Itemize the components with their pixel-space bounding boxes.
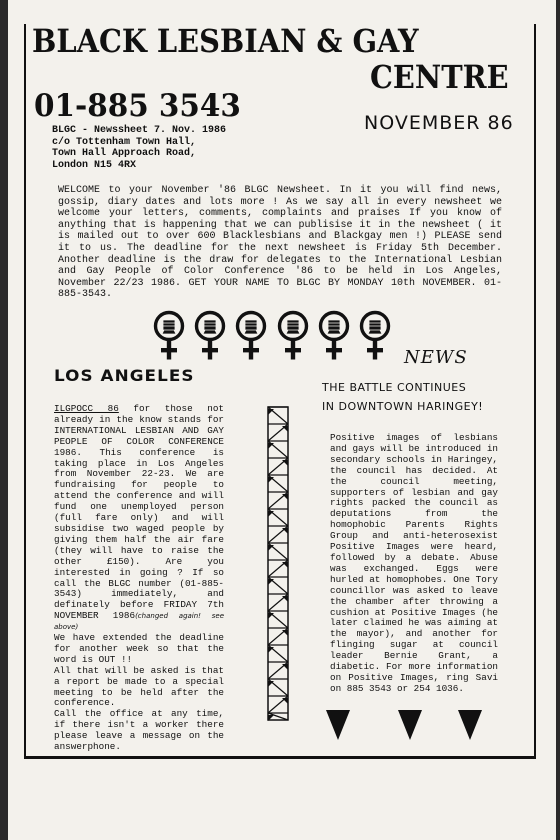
address-line: c/o Tottenham Town Hall, (52, 136, 197, 148)
fist-venus-icon (234, 310, 268, 362)
triangle-icon (326, 710, 350, 740)
article-paragraph (54, 404, 224, 633)
welcome-text: WELCOME to your November '86 BLGC Newsheet. In it you will find news, gossip, diary dates and lots more ! As we say all in every newsheet we welcome your letters, comments, complaints and praises If you know of anything that is happening that we can publisise it in the newsheet ( it is mailed out to over 600 Blacklesbians and Blackgay men !) PLEASE send it to us. The deadline for the next newsheet is Friday 5th December. Another deadline is the draw for delegates to the International Lesbian and Gay People of Color Conference '86 to be held in Los Angeles, November 22/23 1986. GET YOUR NAME TO BLGC BY MONDAY 10th NOVEMBER. 01-885-3543. (58, 185, 502, 301)
news-headline-line: IN DOWNTOWN HARINGEY! (322, 400, 484, 413)
triangle-icon (398, 710, 422, 740)
fist-venus-icon (193, 310, 227, 362)
los-angeles-heading: LOS ANGELES (54, 366, 195, 385)
article-paragraph: All that will be asked is that a report be made to a special meeting to be held after the conference. (54, 664, 224, 709)
fist-venus-icon (317, 310, 351, 362)
triangle-icon (458, 710, 482, 740)
masthead-title: BLACK LESBIAN & GAY (32, 22, 419, 60)
symbol-row (152, 310, 392, 362)
news-article: Positive images of lesbians and gays will be introduced in secondary schools in Haringey, the council has decided. At the council meeting, supporters of lesbian and gay rights packed the council as deputations from the homophobic Parents Rights Group and anti-heterosexist Positive Images were heard, followed by a debate. Abuse was exchanged. Eggs were hurled at homophobes. One Tory councillor was asked to leave the chamber after throwing a cushion at Positive Images (he later claimed he was aiming at the mayor), and another for flinging sugar at council leader Bernie Grant, a diabetic. For more information on Positive Images, ring Savi on 885 3543 or 254 1036. (330, 432, 498, 694)
conference-acronym: ILGPOCC 86 (54, 403, 119, 414)
los-angeles-article (54, 404, 224, 753)
article-paragraph: We have extended the deadline for another week so that the word is OUT !! (54, 632, 224, 665)
issue-date: NOVEMBER 86 (364, 112, 514, 134)
address-line: London N15 4RX (52, 159, 137, 171)
fist-venus-icon (358, 310, 392, 362)
news-headline (322, 378, 512, 416)
phone-number: 01-885 3543 (34, 88, 241, 124)
decorative-column-border (267, 406, 289, 721)
news-headline-line: THE BATTLE CONTINUES (322, 381, 467, 394)
fist-venus-icon (152, 310, 186, 362)
handwritten-note: (changed again! see above) (54, 612, 225, 632)
triangle-row (326, 710, 486, 742)
address-line: Town Hall Approach Road, (52, 148, 197, 159)
article-text: for those not already in the know stands for INTERNATIONAL LESBIAN AND GAY PEOPLE OF COLOR CONFERENCE 1986. This conference is taking place in Los Angeles from November 22-23. We are fundraising for people to attend the conference and will fund one unemployed person (full fare only) and will subsidise two waged people by giving them half the air fare (they will have to raise the other £150). Are you interested in going ? If so call the BLGC number (01-885-3543) immediately, and definately before FRIDAY 7th NOVEMBER 1986 (54, 403, 225, 622)
masthead-subtitle: CENTRE (370, 58, 509, 96)
address-line: BLGC - Newssheet 7. Nov. 1986 (52, 125, 227, 136)
fist-venus-icon (276, 310, 310, 362)
article-paragraph: Call the office at any time, if there isn't a worker there please leave a message on the answerphone. (54, 708, 224, 753)
news-heading: NEWS (404, 347, 468, 368)
address-block (52, 125, 226, 171)
